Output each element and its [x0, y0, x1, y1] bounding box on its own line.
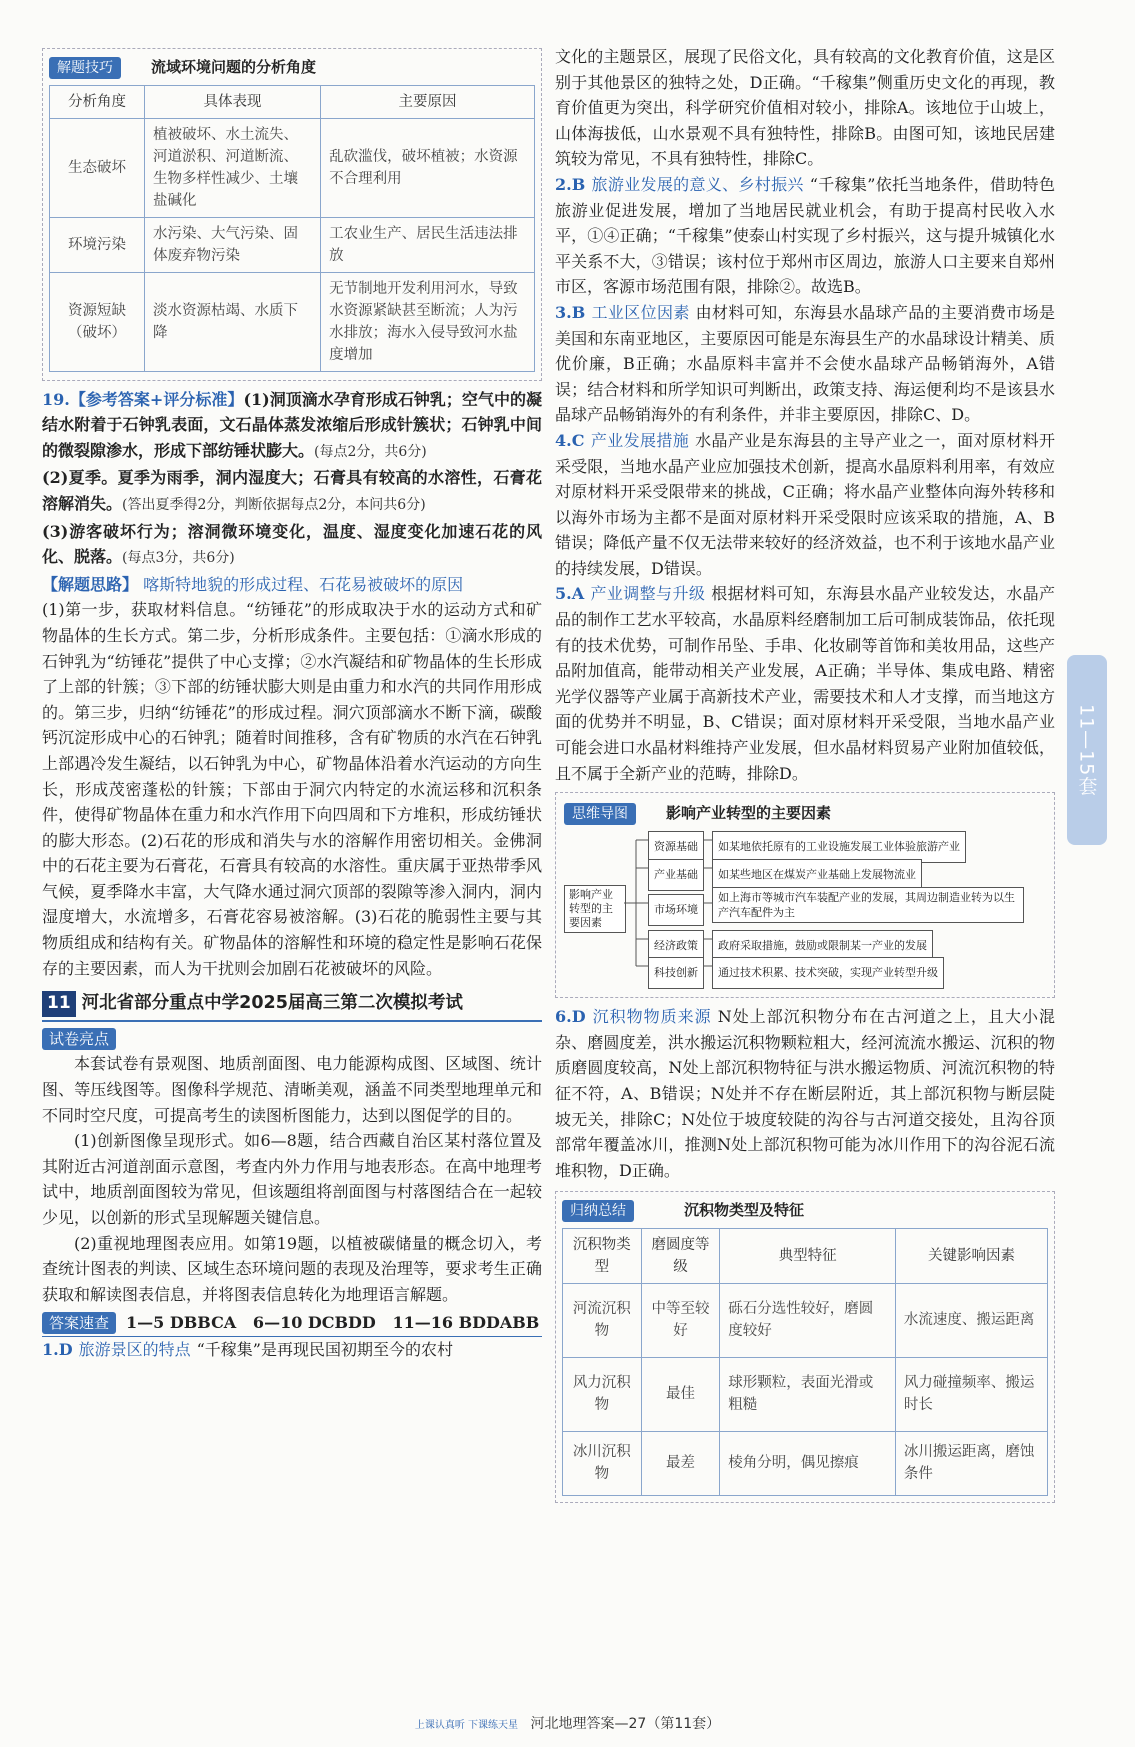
table-cell: 棱角分明，偶见擦痕: [720, 1431, 896, 1495]
q19-part3: [42, 519, 542, 572]
q19-thinking: [42, 572, 542, 982]
mindmap-key: 经济政策: [648, 930, 704, 962]
table-cell: 风力碰撞频率、搬运时长: [895, 1357, 1047, 1431]
sediment-table: [562, 1228, 1048, 1496]
mindmap-val: 如某些地区在煤炭产业基础上发展物流业: [712, 859, 922, 891]
q19-text3: (3)游客破坏行为；溶洞微环境变化，温度、湿度变化加速石花的风化、脱落。: [42, 521, 542, 567]
q3: [555, 300, 1055, 428]
table-row: [50, 272, 535, 371]
table-header: 关键影响因素: [895, 1228, 1047, 1283]
mindmap-root: 影响产业转型的主要因素: [564, 885, 626, 933]
q5: [555, 581, 1055, 786]
tips-tag: 解题技巧: [49, 57, 121, 79]
q1-text: “千稼集”是再现民国初期至今的农村: [196, 1339, 453, 1359]
q6-tag: 沉积物物质来源: [591, 1007, 712, 1027]
table-header: 典型特征: [720, 1228, 896, 1283]
thinking-text: (1)第一步，获取材料信息。“纺锤花”的形成取决于水的运动方式和矿物晶体的生长方式。第二步，分析形成条件。主要包括：①滴水形成的石钟乳为“纺锤花”提供了中心支撑；②水汽凝结和矿物晶体的生长形成了上部的针簇；③下部的纺锤状膨大则是由重力和水汽的共同作用形成的。第三步，归纳“纺锤花”的形成过程。洞穴顶部滴水不断下滴，碳酸钙沉淀形成中心的石钟乳；随着时间推移，含有矿物质的水汽在石钟乳上部遇冷发生凝结，以石钟乳为中心，矿物晶体沿着水汽运动的方向生长，形成茂密蓬松的针簇；下部由于洞穴内特定的水流运移和沉积条件，使得矿物晶体在重力和水汽作用下向四周和下方堆积，形成纺锤状的膨大形态。(2)石花的形成和消失与水的溶解作用密切相关。金佛洞中的石花主要为石膏花，石膏具有较高的水溶性。重庆属于亚热带季风气候，夏季降水丰富，大气降水通过洞穴顶部的裂隙等渗入洞内，洞内湿度增大，水流增多，石膏花容易被溶解。(3)石花的脆弱性主要与其物质组成和结构有关。矿物晶体的溶解性和环境的稳定性是影响石花保存的主要因素，而人为干扰则会加剧石花被破坏的风险。: [42, 600, 542, 978]
q4-tag: 产业发展措施: [590, 430, 690, 450]
footer-brand: 上课认真听 下课练天星: [414, 1720, 519, 1731]
q19-text2: (2)夏季。夏季为雨季，洞内湿度大；石膏具有较高的水溶性，石膏花溶解消失。: [42, 468, 542, 513]
highlight-2: (1)创新图像呈现形式。如6—8题，结合西藏自治区某村落位置及其附近古河道剖面示意图，考查内外力作用与地表形态。在高中地理考试中，地质剖面图较为常见，但该题组将剖面图与村落图结合在一起较少见，以创新的形式呈现解题关键信息。: [42, 1131, 542, 1227]
tips-box: [42, 48, 542, 381]
table-row: [563, 1357, 1048, 1431]
highlight-3: (2)重视地理图表应用。如第19题，以植被碳储量的概念切入，考查统计图表的判读、区域生态环境问题的表现及治理等，要求考生正确获取和解读图表信息，并将图表信息转化为地理语言解题。: [42, 1233, 542, 1304]
mindmap-val: 如某地依托原有的工业设施发展工业体验旅游产业: [712, 831, 966, 863]
mindmap-tag: 思维导图: [564, 803, 636, 825]
table-cell: 冰川沉积物: [563, 1431, 642, 1495]
summary-title: 沉积物类型及特征: [684, 1201, 805, 1220]
mind-map: [555, 792, 1055, 998]
mindmap-title: 影响产业转型的主要因素: [666, 804, 832, 823]
q6-text: N处上部沉积物分布在古河道之上，且大小混杂、磨圆度差，洪水搬运沉积物颗粒粗大，经河流流水搬运、沉积的物质磨圆度较高，N处上部沉积物特征与洪水搬运物质、河流沉积物的特征不符，A、B错误；N处并不存在断层附近，其上部沉积物与断层陡坡无关，排除C；N处位于坡度较陡的沟谷与古河道交接处，且沟谷顶部常年覆盖冰川，推测N处上部沉积物可能为冰川作用下的沟谷泥石流堆积物，D正确。: [555, 1007, 1055, 1180]
summary-tag: 归纳总结: [562, 1200, 634, 1222]
table-cell: 最佳: [641, 1357, 720, 1431]
q2: [555, 172, 1055, 300]
table-cell: 河流沉积物: [563, 1283, 642, 1357]
table-header: 分析角度: [50, 85, 145, 118]
table-cell: 风力沉积物: [563, 1357, 642, 1431]
answer-tag: 答案速查: [42, 1312, 116, 1334]
q6-num: 6.D: [555, 1007, 586, 1027]
table-cell: 生态破坏: [50, 118, 145, 217]
q1-cont: 文化的主题景区，展现了民俗文化，具有较高的文化教育价值，这是区别于其他景区的独特之处，D正确。“千稼集”侧重历史文化的再现，教育价值更为突出，科学研究价值相对较小，排除A。该地位于山坡上，山体海拔低，山水景观不具有独特性，排除B。由图可知，该地民居建筑较为常见，不具有独特性，排除C。: [555, 47, 1055, 169]
table-cell: 淡水资源枯竭、水质下降: [145, 272, 321, 371]
q4-text: 水晶产业是东海县的主导产业之一，面对原材料开采受限，当地水晶产业应加强技术创新，提高水晶原料利用率，有效应对原材料开采受限带来的挑战，C正确；将水晶产业整体向海外转移和以海外市场为主都不是面对原材料开采受限时应该采取的措施，A、B错误；降低产量不仅无法带来较好的经济效益，也不利于该地水晶产业的持续发展，D错误。: [555, 430, 1055, 578]
mindmap-key: 产业基础: [648, 859, 704, 891]
q5-num: 5.A: [555, 584, 585, 604]
q4-num: 4.C: [555, 430, 585, 450]
table-header: 具体表现: [145, 85, 321, 118]
highlight-tag: 试卷亮点: [42, 1028, 116, 1050]
thinking-title: 喀斯特地貌的形成过程、石花易被破坏的原因: [143, 574, 464, 594]
q4: [555, 428, 1055, 582]
left-column: [42, 48, 542, 1363]
q3-tag: 工业区位因素: [591, 302, 690, 322]
exam-number: 11: [42, 991, 76, 1017]
q6: [555, 1004, 1055, 1183]
q1-num: 1.D: [42, 1339, 73, 1359]
q19-note3: (每点3分，共6分): [122, 550, 235, 567]
answer-list: 1—5 DBBCA 6—10 DCBDD 11—16 BDDABB: [126, 1313, 540, 1333]
table-cell: 乱砍滥伐，破坏植被；水资源不合理利用: [321, 118, 535, 217]
table-header: 磨圆度等级: [641, 1228, 720, 1283]
table-cell: 冰川搬运距离，磨蚀条件: [895, 1431, 1047, 1495]
mindmap-key: 市场环境: [648, 894, 704, 926]
analysis-table: [49, 85, 535, 372]
table-row: [563, 1283, 1048, 1357]
table-cell: 水污染、大气污染、固体废弃物污染: [145, 217, 321, 272]
highlight-1: 本套试卷有景观图、地质剖面图、电力能源构成图、区域图、统计图、等压线图等。图像科学规范、清晰美观，涵盖不同类型地理单元和不同时空尺度，可提高考生的读图析图能力，达到以图促学的目的。: [42, 1054, 542, 1125]
mindmap-key: 资源基础: [648, 831, 704, 863]
chapter-tab: 11—15套: [1067, 655, 1107, 845]
footer-text: 河北地理答案—27（第11套）: [530, 1716, 721, 1732]
table-row: [50, 217, 535, 272]
table-header: 沉积物类型: [563, 1228, 642, 1283]
table-cell: 环境污染: [50, 217, 145, 272]
table-cell: 水流速度、搬运距离: [895, 1283, 1047, 1357]
table-cell: 资源短缺（破坏）: [50, 272, 145, 371]
q3-num: 3.B: [555, 302, 586, 322]
table-cell: 无节制地开发利用河水，导致水资源紧缺甚至断流；人为污水排放；海水入侵导致河水盐度增加: [321, 272, 535, 371]
mindmap-key: 科技创新: [648, 957, 704, 989]
q5-tag: 产业调整与升级: [590, 584, 706, 604]
answer-quick: [42, 1310, 542, 1337]
table-header: 主要原因: [321, 85, 535, 118]
table-cell: 植被破坏、水土流失、河道淤积、河道断流、生物多样性减少、土壤盐碱化: [145, 118, 321, 217]
q2-text: “千稼集”依托当地条件，借助特色旅游业促进发展，增加了当地居民就业机会，有助于提高村民收入水平，①④正确；“千稼集”使泰山村实现了乡村振兴，这与提升城镇化水平关系不大，③错误；该村位于郑州市区周边，旅游人口主要来自郑州市区，客源市场范围有限，排除②。故选B。: [555, 174, 1055, 297]
q2-tag: 旅游业发展的意义、乡村振兴: [591, 174, 804, 194]
exam-title: 河北省部分重点中学2025届高三第二次模拟考试: [81, 993, 463, 1014]
page-footer: [0, 1713, 1135, 1733]
q1-tag: 旅游景区的特点: [78, 1339, 191, 1359]
q1-start: [42, 1337, 542, 1363]
q19-part1: [42, 387, 542, 466]
q3-text: 由材料可知，东海县水晶球产品的主要消费市场是美国和东南亚地区，主要原因可能是东海县生产的水晶球设计精美、质优价廉，B正确；水晶原料丰富并不会使水晶球产品畅销海外，A错误；结合材料和所学知识可判断出，政策支持、海运便利均不是该县水晶球产品畅销海外的有利条件，并非主要原因，排除C、D。: [555, 302, 1055, 425]
q2-num: 2.B: [555, 174, 586, 194]
tips-title: 流域环境问题的分析角度: [151, 58, 317, 76]
table-cell: 工农业生产、居民生活违法排放: [321, 217, 535, 272]
q19-note2: (答出夏季得2分，判断依据每点2分，本问共6分): [122, 496, 426, 513]
thinking-tag: 【解题思路】: [42, 574, 139, 594]
mindmap-val: 如上海市等城市汽车装配产业的发展，其周边制造业转为以生产汽车配件为主: [712, 887, 1024, 923]
q19-head: 19.【参考答案+评分标准】: [42, 389, 244, 409]
q19-text1: (1)洞顶滴水孕育形成石钟乳；空气中的凝结水附着于石钟乳表面，文石晶体蒸发浓缩后形成针簇状；石钟乳中间的微裂隙渗水，形成下部纺锤状膨大。: [42, 389, 542, 460]
table-cell: 最差: [641, 1431, 720, 1495]
right-column: [555, 44, 1055, 1503]
table-row: [50, 118, 535, 217]
table-cell: 砾石分选性较好，磨圆度较好: [720, 1283, 896, 1357]
q19-note1: (每点2分，共6分): [314, 443, 427, 460]
table-cell: 中等至较好: [641, 1283, 720, 1357]
q5-text: 根据材料可知，东海县水晶产业较发达，水晶产品的制作工艺水平较高，水晶原料经磨制加工后可制成装饰品，依托现有的技术优势，可制作吊坠、手串、化妆刷等首饰和美妆用品，这些产品附加值高，能带动相关产业发展，A正确；半导体、集成电路、精密光学仪器等产业属于高新技术产业，需要技术和人才支撑，而当地这方面的优势并不明显，B、C错误；面对原材料开采受限，当地水晶产业可能会进口水晶材料维持产业发展，但水晶材料贸易产业附加值较低，且不属于全新产业的范畴，排除D。: [555, 584, 1055, 783]
mindmap-val: 通过技术积累、技术突破，实现产业转型升级: [712, 957, 944, 989]
mindmap-val: 政府采取措施，鼓励或限制某一产业的发展: [712, 930, 933, 962]
table-row: [563, 1431, 1048, 1495]
sediment-box: [555, 1191, 1055, 1503]
exam-heading: [42, 991, 542, 1022]
q19-part2: [42, 465, 542, 518]
table-cell: 球形颗粒，表面光滑或粗糙: [720, 1357, 896, 1431]
